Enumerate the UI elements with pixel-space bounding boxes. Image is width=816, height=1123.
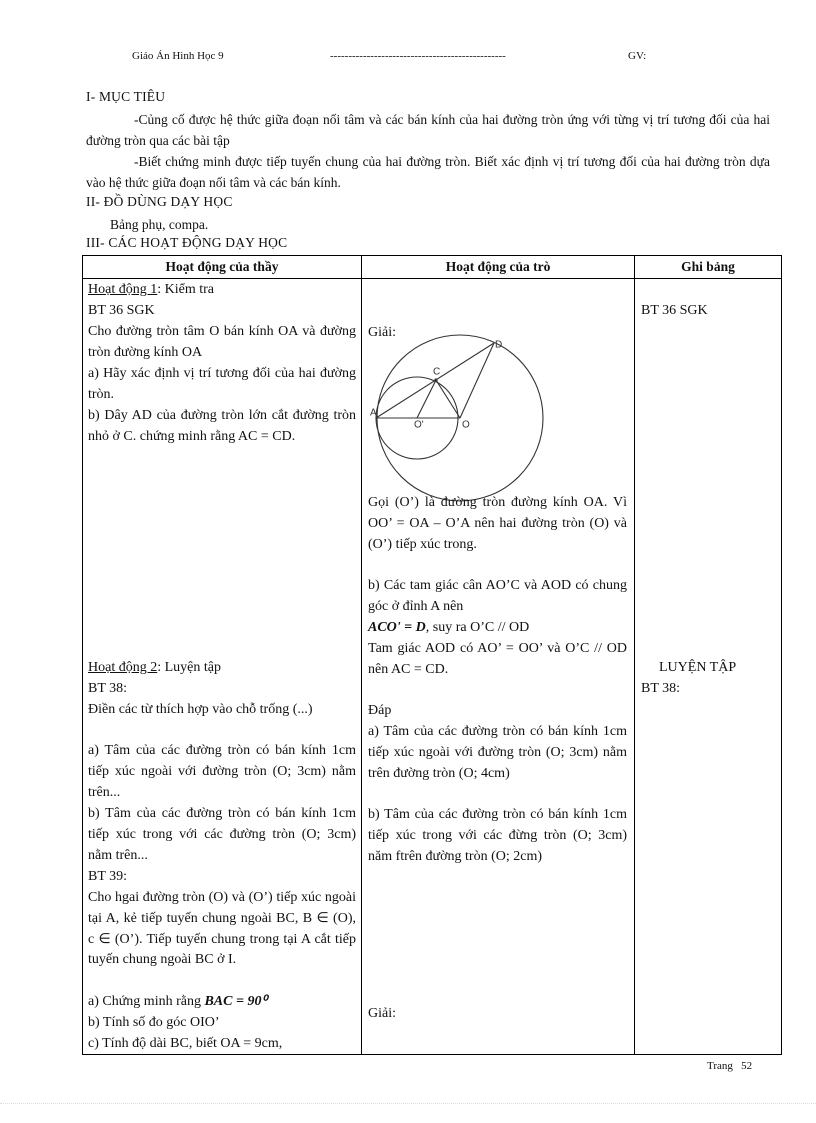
- segment-OC: [436, 380, 460, 418]
- bt38-part-b: b) Tâm của các đường tròn có bán kính 1cm tiếp xúc trong với các đường tròn (O; 3cm) nằm trên...: [88, 806, 356, 863]
- header-teacher: GV:: [628, 50, 647, 62]
- objective-1: -Củng cố được hệ thức giữa đoạn nối tâm và các bán kính của hai đường tròn ứng với từng vị trí tương đối của hai đường tròn qua các bài tập: [86, 112, 770, 148]
- activity-2-title: : Luyện tập: [157, 660, 221, 675]
- bt39-part-b: b) Tính số đo góc OIO’: [88, 1015, 220, 1030]
- bt39-part-a-formula: BAC = 90⁰: [204, 994, 268, 1009]
- page-bottom-divider: [0, 1103, 816, 1104]
- solution-1-label: Giải:: [368, 325, 396, 340]
- section-materials-title: II- ĐỒ DÙNG DẠY HỌC: [86, 194, 233, 209]
- board-bt36: BT 36 SGK: [641, 303, 708, 318]
- student-cell: [362, 279, 635, 1055]
- footer-label: Trang: [707, 1060, 733, 1072]
- answer-label: Đáp: [368, 703, 392, 718]
- activity-1-label: Hoạt động 1: [88, 282, 158, 297]
- bt36-title: BT 36 SGK: [88, 303, 155, 318]
- solution-1-conclusion: [368, 618, 627, 639]
- label-O1: O': [414, 419, 424, 431]
- bt36-part-a: a) Hãy xác định vị trí tương đối của hai đường tròn.: [88, 366, 356, 402]
- bt36-statement: Cho đường tròn tâm O bán kính OA và đường tròn đường kính OA: [88, 324, 356, 360]
- activity-2-heading: [88, 658, 356, 679]
- page-footer: [707, 1060, 752, 1072]
- bt39-part-c: c) Tính độ dài BC, biết OA = 9cm,: [88, 1036, 283, 1051]
- objective-2: -Biết chứng minh được tiếp tuyến chung của hai đường tròn. Biết xác định vị trí tương đối của hai đường tròn dựa vào hệ thức giữa đoạn nối tâm và các bán kính.: [86, 154, 770, 190]
- answer-b: b) Tâm của các đường tròn có bán kính 1cm tiếp xúc trong với các đừng tròn (O; 3cm) năm ftrên đường tròn (O; 2cm): [368, 807, 627, 864]
- bt38-statement: Điền các từ thích hợp vào chỗ trống (...): [88, 702, 313, 717]
- header-dashes: ------------------------------------------------: [330, 50, 506, 62]
- teacher-cell: [83, 279, 362, 1055]
- section-objectives-title: I- MỤC TIÊU: [86, 89, 166, 104]
- answer-a: a) Tâm của các đường tròn có bán kính 1cm tiếp xúc ngoài với đường tròn (O; 3cm) nằm trên đường tròn (O; 4cm): [368, 724, 627, 781]
- bt39-title: BT 39:: [88, 869, 128, 884]
- col-header-teacher: Hoạt động của thầy: [83, 256, 362, 279]
- activity-2-label: Hoạt động 2: [88, 660, 158, 675]
- board-cell: [635, 279, 782, 1055]
- board-bt38: BT 38:: [641, 681, 681, 696]
- label-C: C: [433, 366, 441, 378]
- board-practice-title: LUYỆN TẬP: [659, 660, 737, 675]
- table-header-row: [83, 256, 782, 279]
- header-subject: Giáo Án Hình Học 9: [132, 50, 224, 62]
- label-O: O: [462, 419, 470, 431]
- table-body-row: [83, 279, 782, 1055]
- section-activities-title: III- CÁC HOẠT ĐỘNG DẠY HỌC: [86, 235, 288, 250]
- solution-1-final: Tam giác AOD có AO’ = OO’ và O’C // OD nên AC = CD.: [368, 641, 627, 677]
- materials-text: Bảng phụ, compa.: [110, 217, 209, 232]
- activity-1-heading: [88, 280, 356, 301]
- bt39-part-a-text: a) Chứng minh rằng: [88, 994, 201, 1009]
- col-header-board: Ghi bảng: [635, 256, 782, 279]
- label-A: A: [370, 407, 377, 419]
- activities-table: [82, 255, 782, 1055]
- bt36-figure: [372, 341, 542, 496]
- bt38-title: BT 38:: [88, 681, 128, 696]
- point-C: [434, 378, 437, 381]
- activity-1-title: : Kiểm tra: [157, 282, 214, 297]
- col-header-student: Hoạt động của trò: [362, 256, 635, 279]
- label-D: D: [495, 339, 503, 351]
- solution-1-part-a: Gọi (O’) là đường tròn đường kính OA. Vì OO’ = OA – O’A nên hai đường tròn (O) và (O’) tiếp xúc trong.: [368, 495, 627, 552]
- solution-1-part-b: b) Các tam giác cân AO’C và AOD có chung góc ở đỉnh A nên: [368, 578, 627, 614]
- bt39-statement: Cho hgai đường tròn (O) và (O’) tiếp xúc ngoài tại A, kẻ tiếp tuyến chung ngoài BC, B ∈ (O), c ∈ (O’). Tiếp tuyến chung trong tại A cắt tiếp tuyến chung ngoài BC ở I.: [88, 890, 356, 968]
- bt38-part-a: a) Tâm của các đường tròn có bán kính 1cm tiếp xúc ngoài với đường tròn (O; 3cm) nằm trên...: [88, 743, 356, 800]
- solution-1-conclusion-text: , suy ra O’C // OD: [425, 620, 530, 635]
- bt39-part-a: [88, 992, 356, 1013]
- bt36-part-b: b) Dây AD của đường tròn lớn cắt đường tròn nhỏ ở C. chứng minh rằng AC = CD.: [88, 408, 356, 444]
- angle-formula: ACO' = D: [368, 620, 426, 635]
- page-number: 52: [741, 1060, 753, 1072]
- solution-2-label: Giải:: [368, 1006, 396, 1021]
